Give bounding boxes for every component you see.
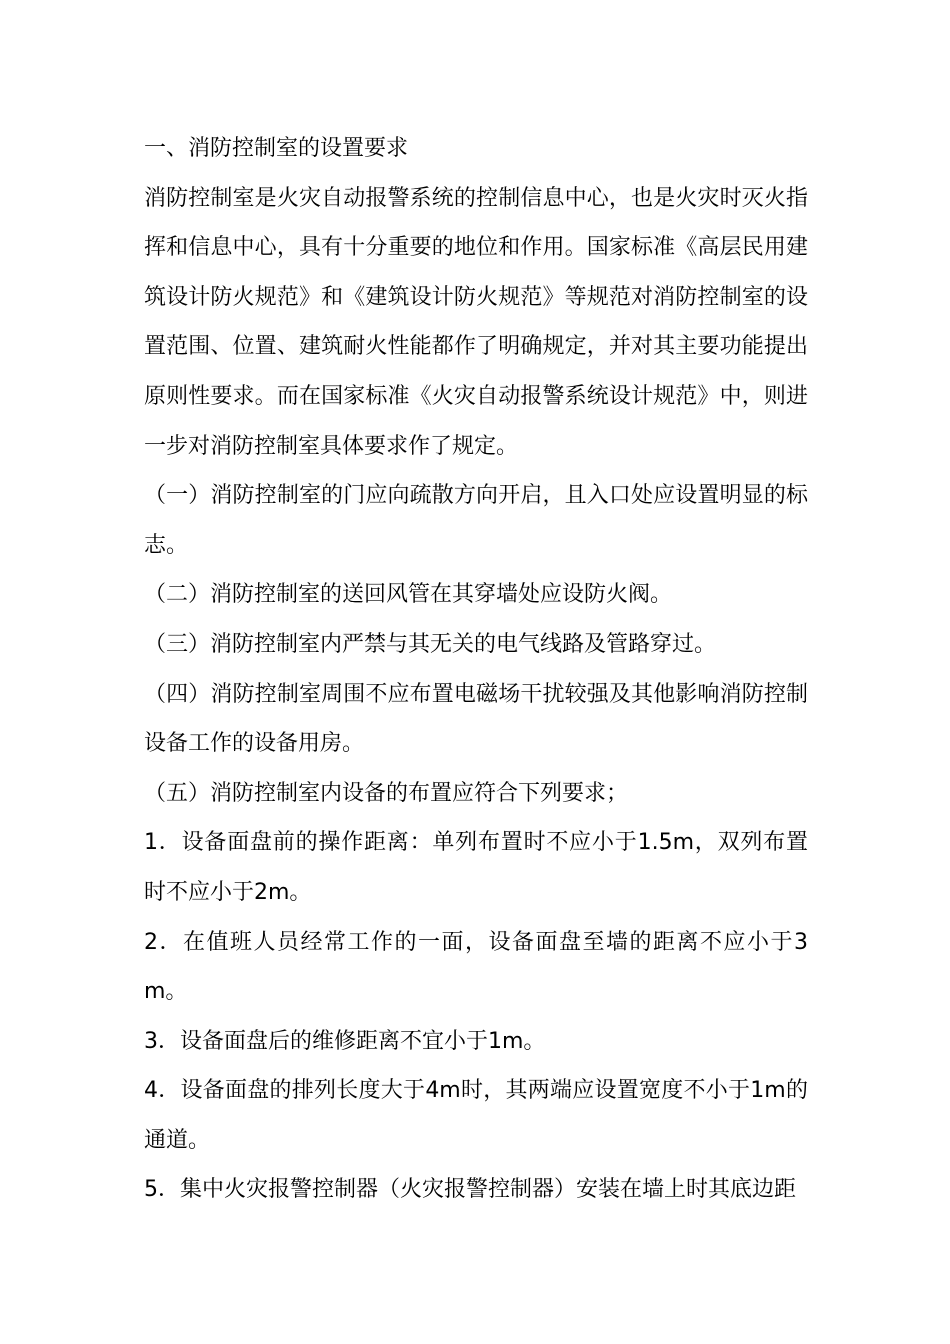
layout-rule-5: 5．集中火灾报警控制器（火灾报警控制器）安装在墙上时其底边距 <box>144 1177 796 1203</box>
layout-rule-2: 2．在值班人员经常工作的一面，设备面盘至墙的距离不应小于3m。 <box>144 929 808 1005</box>
requirement-item-5: （五）消防控制室内设备的布置应符合下列要求； <box>144 780 629 806</box>
layout-rule-4: 4．设备面盘的排列长度大于4m时，其两端应设置宽度不小于1m的通道。 <box>144 1078 808 1153</box>
layout-rule-1: 1．设备面盘前的操作距离：单列布置时不应小于1.5m，双列布置时不应小于2m。 <box>144 830 808 905</box>
intro-paragraph: 消防控制室是火灾自动报警系统的控制信息中心，也是火灾时灭火指挥和信息中心，具有十分重要的地位和作用。国家标准《高层民用建筑设计防火规范》和《建筑设计防火规范》等规范对消防控制室的设置范围、位置、建筑耐火性能都作了明确规定，并对其主要功能提出原则性要求。而在国家标准《火灾自动报警系统设计规范》中，则进一步对消防控制室具体要求作了规定。 <box>144 185 808 459</box>
requirement-item-3: （三）消防控制室内严禁与其无关的电气线路及管路穿过。 <box>144 631 717 657</box>
section-heading: 一、消防控制室的设置要求 <box>144 136 409 161</box>
requirement-item-1: （一）消防控制室的门应向疏散方向开启，且入口处应设置明显的标志。 <box>144 483 808 558</box>
layout-rule-3: 3．设备面盘后的维修距离不宜小于1m。 <box>144 1028 546 1054</box>
requirement-item-2: （二）消防控制室的送回风管在其穿墙处应设防火阀。 <box>144 582 673 608</box>
document-body <box>144 124 808 1215</box>
requirement-item-4: （四）消防控制室周围不应布置电磁场干扰较强及其他影响消防控制设备工作的设备用房。 <box>144 681 808 757</box>
